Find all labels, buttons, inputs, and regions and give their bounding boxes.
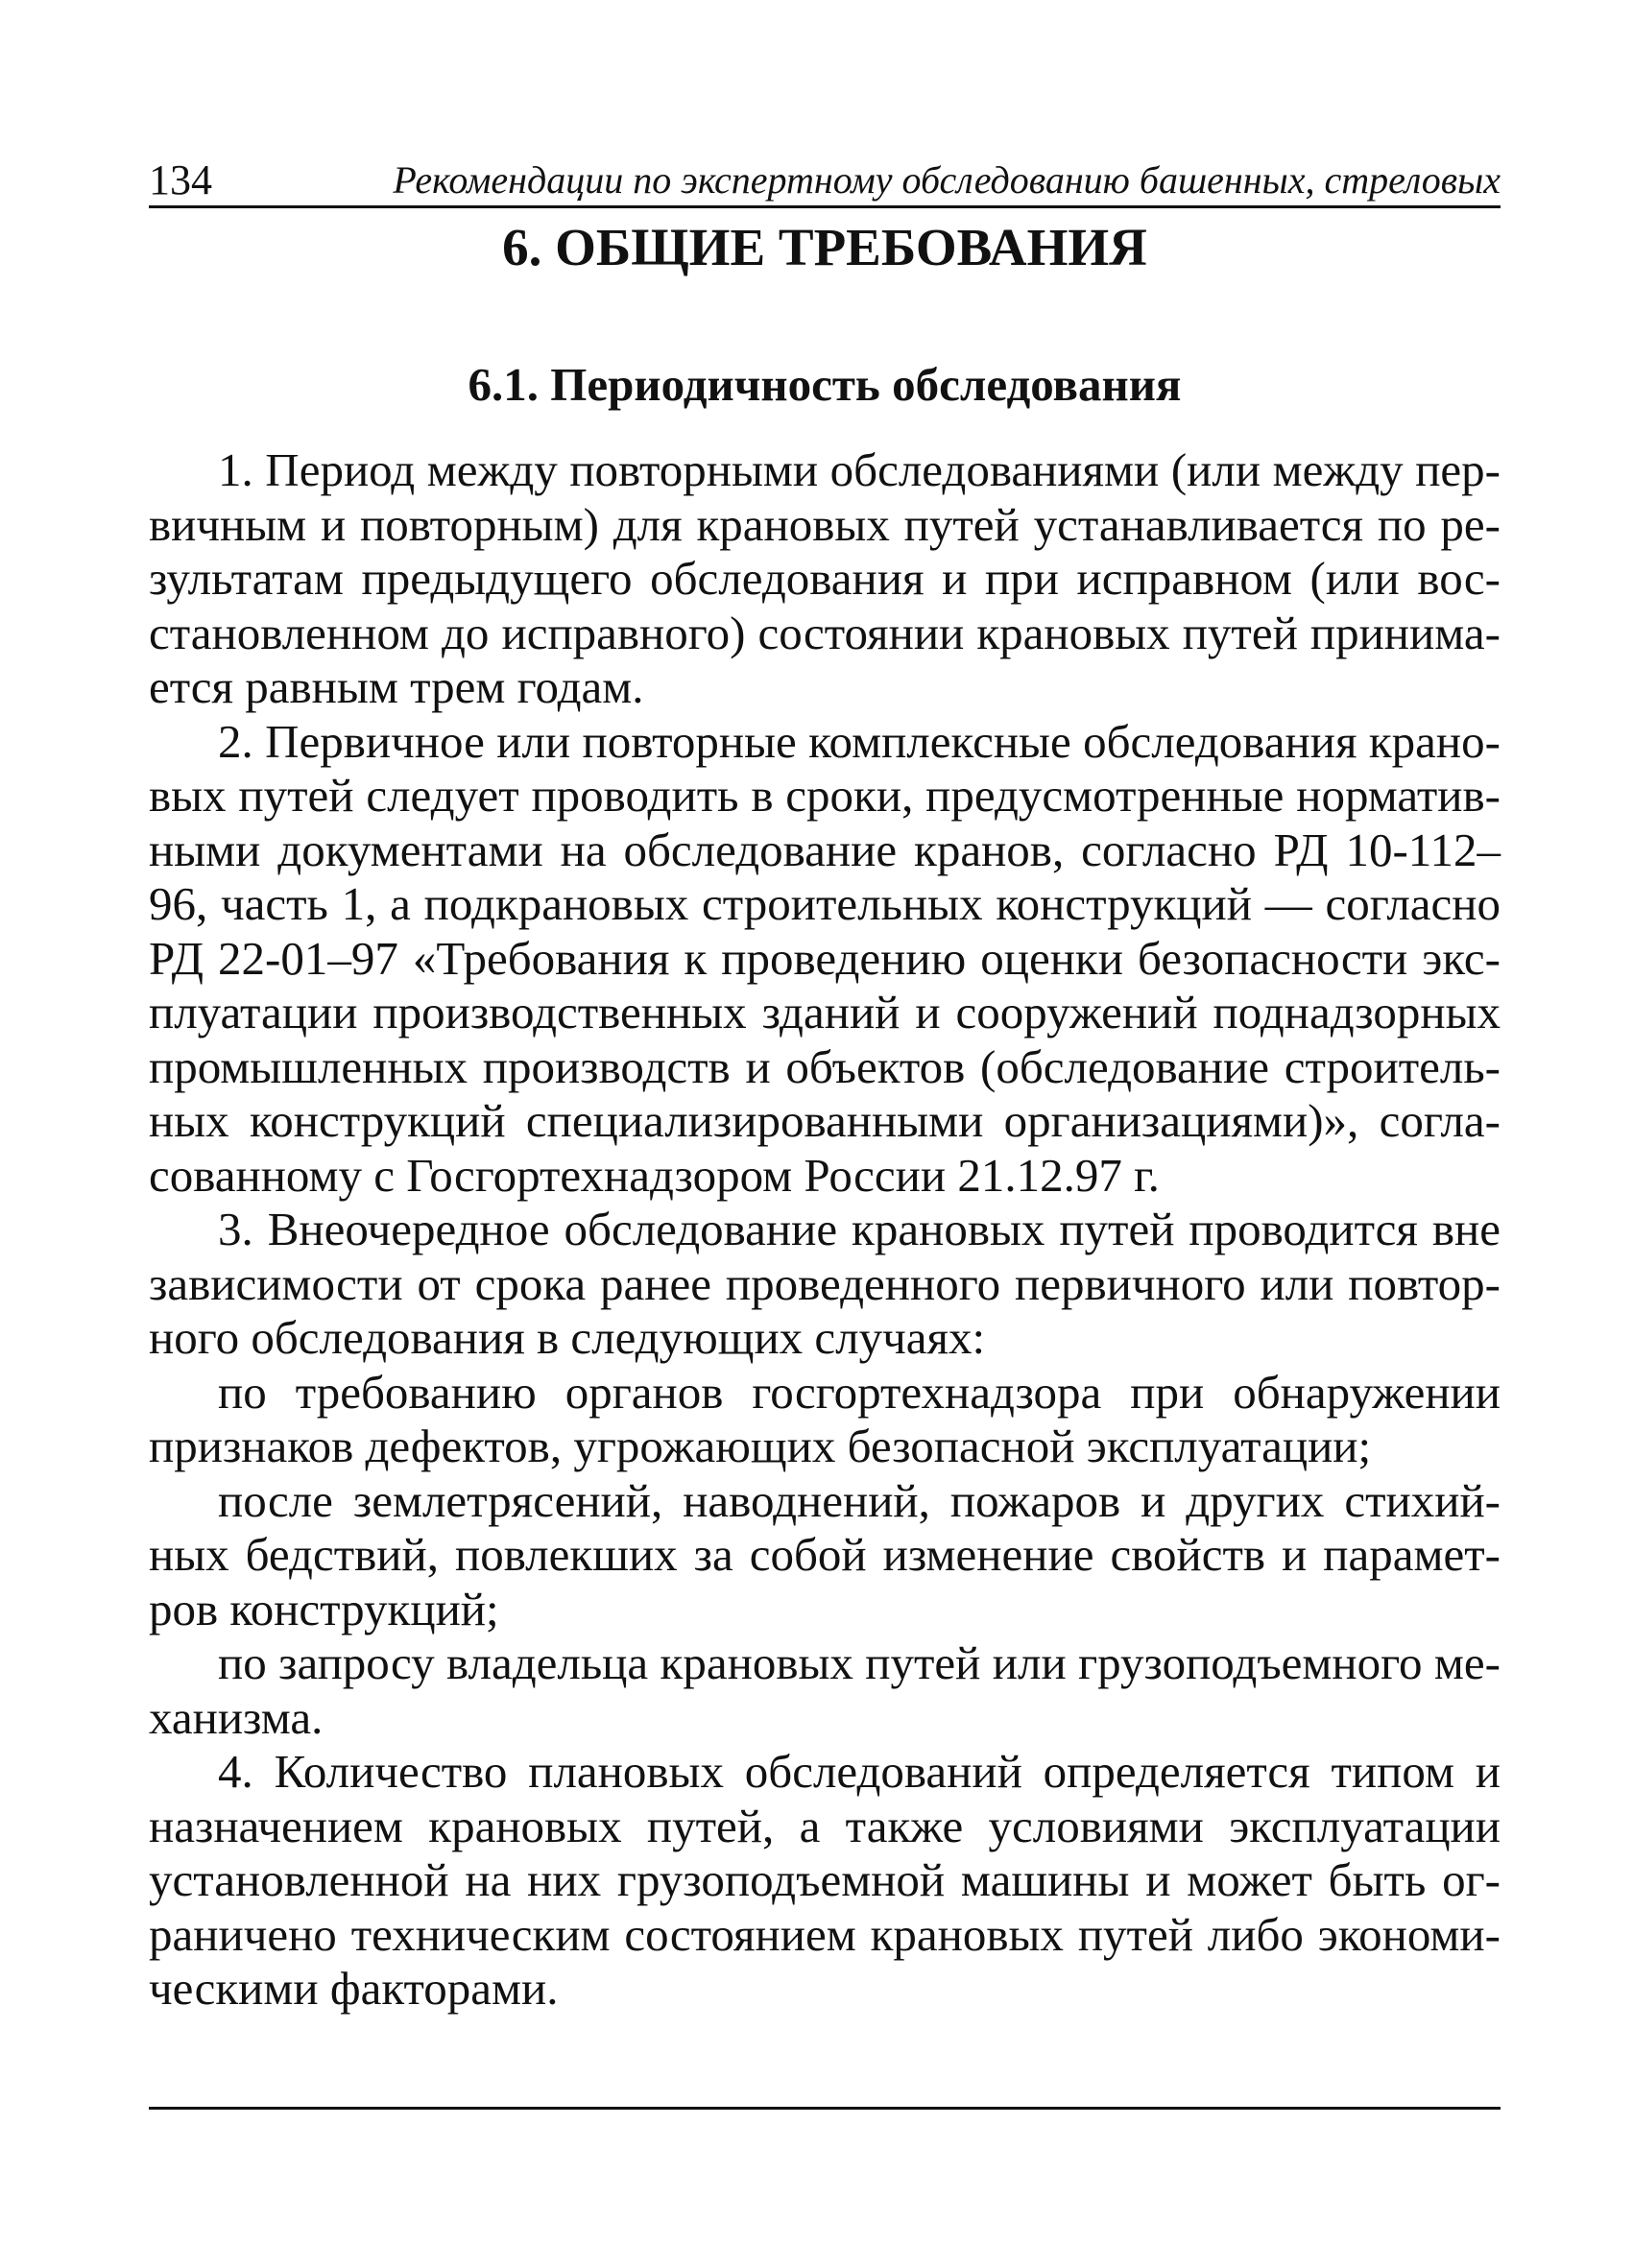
paragraph-4-planned-inspections: 4. Количество плановых обследований определяется типом и назначением крановых путей, а также условиями эксплуатации установленной на них грузоподъемной машины и может быть ограничено техническим состоянием крановых путей либо экономическими факторами. (149, 1745, 1501, 2015)
running-title: Рекомендации по экспертному обследованию башенных, стреловых (393, 158, 1501, 202)
case-item-natural-disasters: после землетрясений, наводнений, пожаров и других стихийных бедствий, повлекших за собой изменение свойств и параметров конструкций; (149, 1473, 1501, 1635)
case-item-supervision-request: по требованию органов госгортехнадзора при обнаружении признаков дефектов, угрожающих безопасной эксплуатации; (149, 1365, 1501, 1472)
running-header (149, 152, 1501, 208)
body-text (149, 443, 1501, 2017)
chapter-title: 6. ОБЩИЕ ТРЕБОВАНИЯ (502, 218, 1147, 276)
case-item-owner-request: по запросу владельца крановых путей или грузоподъемного механизма. (149, 1636, 1501, 1744)
page-number: 134 (149, 156, 212, 203)
paragraph-3-extraordinary-inspection: 3. Внеочередное обследование крановых путей проводится вне зависимости от срока ранее проведенного первичного или повторного обследования в следующих случаях: (149, 1203, 1501, 1364)
paragraph-1-period: 1. Период между повторными обследованиями (или между первичным и повторным) для крановых путей устанавливается по результатам предыдущего обследования и при исправном (или восстановленном до исправного) состоянии крановых путей принимается равным трем годам. (149, 443, 1501, 713)
bottom-rule (149, 2107, 1501, 2110)
paragraph-2-complex-inspection: 2. Первичное или повторные комплексные обследования крановых путей следует проводить в сроки, предусмотренные нормативными документами на обследование кранов, согласно РД 10-112–96, часть 1, а подкрановых строительных конструкций — согласно РД 22-01–97 «Требования к проведению оценки безопасности эксплуатации производственных зданий и сооружений поднадзорных промышленных производств и объектов (обследование строительных конструкций специализированными организациями)», согласованному с Госгортехнадзором России 21.12.97 г. (149, 714, 1501, 1202)
section-title: 6.1. Периодичность обследования (468, 358, 1182, 411)
